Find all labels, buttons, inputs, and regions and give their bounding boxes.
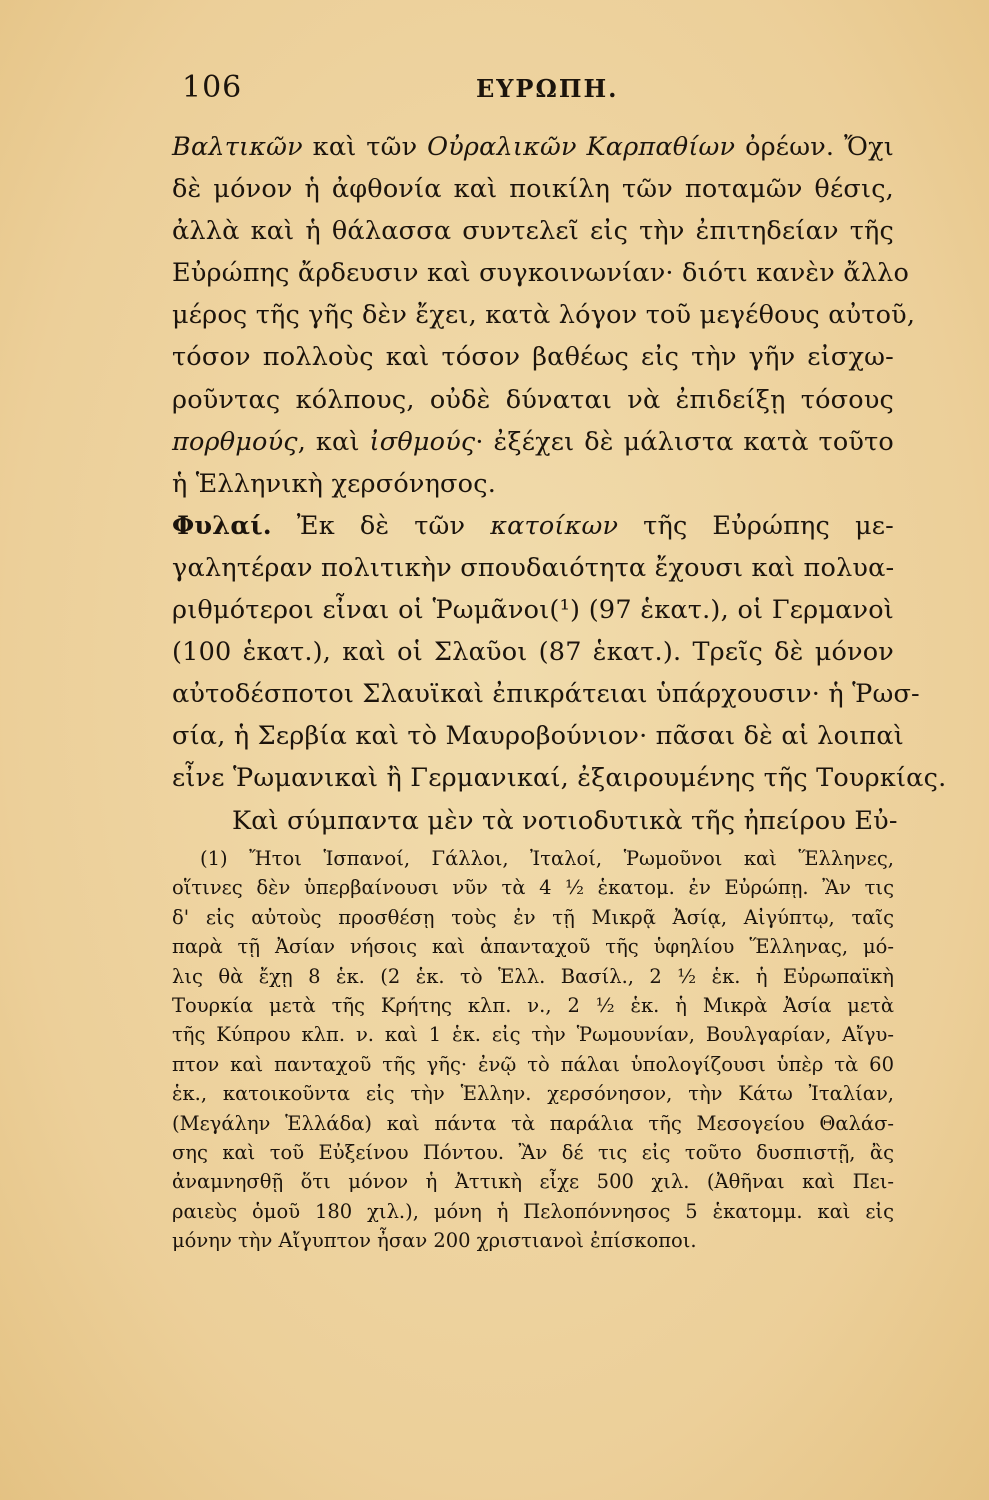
page-number: 106: [182, 70, 243, 105]
footnote-line: οἵτινες δὲν ὑπερβαίνουσι νῦν τὰ 4 ½ ἑκατομ. ἐν Εὐρώπῃ. Ἂν τις: [172, 876, 894, 900]
italic-term: Οὐραλικῶν Καρπαθίων: [427, 132, 736, 162]
text-line: αὐτοδέσποτοι Σλαυϊκαὶ ἐπικράτειαι ὑπάρχουσιν· ἡ Ῥωσ-: [172, 679, 920, 710]
text-line: Καὶ σύμπαντα μὲν τὰ νοτιοδυτικὰ τῆς ἠπείρου Εὐ-: [232, 805, 898, 836]
text-line: δὲ μόνον ἡ ἀφθονία καὶ ποικίλη τῶν ποταμῶν θέσις,: [172, 174, 894, 205]
text-line: [172, 126, 894, 168]
footnote-line: ἑκ., κατοικοῦντα εἰς τὴν Ἑλλην. χερσόνησον, τὴν Κάτω Ἰταλίαν,: [172, 1082, 894, 1106]
footnote-line: λις θὰ ἔχῃ 8 ἑκ. (2 ἑκ. τὸ Ἑλλ. Βασίλ., 2 ½ ἑκ. ἡ Εὐρωπαϊκὴ: [172, 964, 894, 988]
text-line: [172, 505, 894, 547]
text-line: ἀλλὰ καὶ ἡ θάλασσα συντελεῖ εἰς τὴν ἐπιτηδείαν τῆς: [172, 216, 894, 247]
italic-term: κατοίκων: [490, 510, 619, 541]
text-line: ριθμότεροι εἶναι οἱ Ῥωμᾶνοι(¹) (97 ἑκατ.), οἱ Γερμανοὶ: [172, 595, 894, 626]
text-line: [172, 421, 894, 463]
text-line: μέρος τῆς γῆς δὲν ἔχει, κατὰ λόγον τοῦ μεγέθους αὐτοῦ,: [172, 300, 916, 331]
text-line: ροῦντας κόλπους, οὐδὲ δύναται νὰ ἐπιδείξῃ τόσους: [172, 384, 894, 415]
text-line: (100 ἑκατ.), καὶ οἱ Σλαῦοι (87 ἑκατ.). Τρεῖς δὲ μόνον: [172, 637, 894, 668]
text-line: γαλητέραν πολιτικὴν σπουδαιότητα ἔχουσι καὶ πολυα-: [172, 552, 895, 583]
text-line: Εὐρώπης ἄρδευσιν καὶ συγκοινωνίαν· διότι κανὲν ἄλλο: [172, 258, 909, 289]
text-line: τόσον πολλοὺς καὶ τόσον βαθέως εἰς τὴν γῆν εἰσχω-: [172, 342, 894, 373]
text-run: · ἐξέχει δὲ μάλιστα κατὰ τοῦτο: [475, 426, 894, 457]
footnote: [172, 844, 894, 1255]
text-run: τῆς Εὐρώπης με-: [618, 510, 894, 541]
text-run: ὀρέων. Ὄχι: [735, 132, 894, 162]
footnote-line: σης καὶ τοῦ Εὐξείνου Πόντου. Ἂν δέ τις εἰς τοῦτο δυσπιστῇ, ἂς: [172, 1140, 894, 1164]
footnote-line: δ' εἰς αὐτοὺς προσθέσῃ τοὺς ἐν τῇ Μικρᾷ Ἀσίᾳ, Αἰγύπτῳ, ταῖς: [172, 905, 894, 929]
footnote-line: παρὰ τῇ Ἀσίαν νήσοις καὶ ἁπανταχοῦ τῆς ὑφηλίου Ἕλληνας, μό-: [172, 935, 894, 959]
footnote-line: Τουρκία μετὰ τῆς Κρήτης κλπ. ν., 2 ½ ἑκ. ἡ Μικρὰ Ἀσία μετὰ: [172, 993, 894, 1017]
running-title: ΕΥΡΩΠΗ.: [476, 74, 619, 103]
text-line: σία, ἡ Σερβία καὶ τὸ Μαυροβούνιον· πᾶσαι δὲ αἱ λοιπαὶ: [172, 721, 904, 752]
footnote-line: μόνην τὴν Αἴγυπτον ἦσαν 200 χριστιανοὶ ἐπίσκοποι.: [172, 1229, 697, 1253]
footnote-line: (Μεγάλην Ἑλλάδα) καὶ πάντα τὰ παράλια τῆς Μεσογείου Θαλάσ-: [172, 1111, 894, 1135]
italic-term: ἰσθμούς: [369, 426, 476, 457]
italic-term: Βαλτικῶν: [172, 132, 303, 162]
italic-term: πορθμούς: [172, 426, 298, 457]
footnote-line: ἀναμνησθῇ ὅτι μόνον ἡ Ἀττικὴ εἶχε 500 χιλ. (Ἀθῆναι καὶ Πει-: [172, 1170, 894, 1194]
main-text: [172, 126, 947, 842]
page-header: [182, 70, 887, 116]
text-line: ἡ Ἑλληνικὴ χερσόνησος.: [172, 468, 496, 499]
text-run: Ἐκ δὲ τῶν: [271, 510, 491, 541]
section-heading: Φυλαί.: [172, 510, 272, 541]
footnote-line: (1) Ἤτοι Ἱσπανοί, Γάλλοι, Ἰταλοί, Ῥωμοῦνοι καὶ Ἕλληνες,: [200, 847, 894, 870]
text-run: , καὶ: [297, 426, 370, 457]
footnote-line: πτον καὶ πανταχοῦ τῆς γῆς· ἐνῷ τὸ πάλαι ὑπολογίζουσι ὑπὲρ τὰ 60: [172, 1052, 894, 1076]
footnote-line: τῆς Κύπρου κλπ. ν. καὶ 1 ἑκ. εἰς τὴν Ῥωμουνίαν, Βουλγαρίαν, Αἴγυ-: [172, 1023, 894, 1047]
text-line: εἶνε Ῥωμανικαὶ ἢ Γερμανικαί, ἐξαιρουμένης τῆς Τουρκίας.: [172, 763, 947, 794]
footnote-line: ραιεὺς ὁμοῦ 180 χιλ.), μόνη ἡ Πελοπόννησος 5 ἑκατομμ. καὶ εἰς: [172, 1199, 894, 1223]
text-run: καὶ τῶν: [302, 132, 428, 162]
